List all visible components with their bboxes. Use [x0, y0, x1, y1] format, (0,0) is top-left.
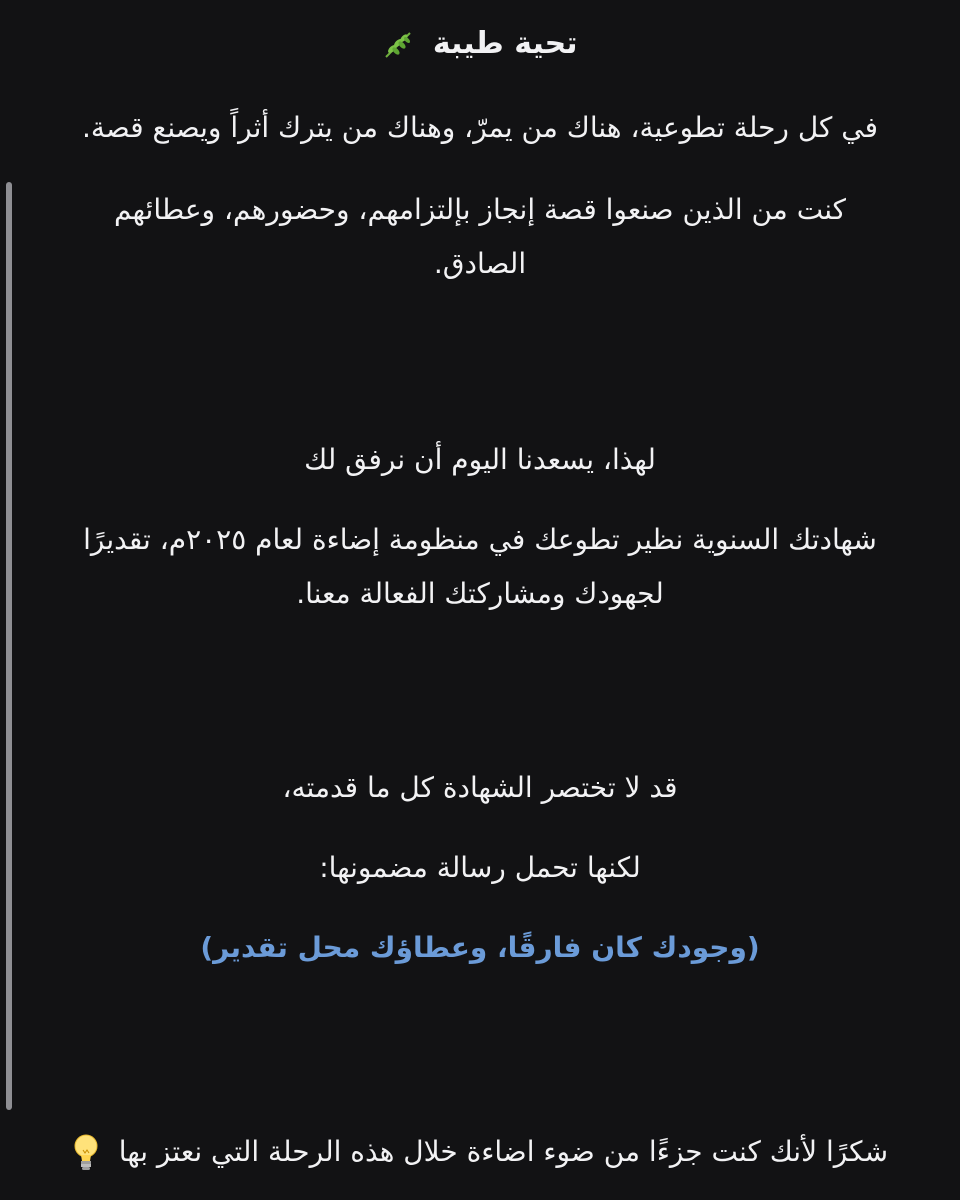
quote-text: (وجودك كان فارقًا، وعطاؤك محل تقدير)	[200, 931, 760, 964]
greeting-text: تحية طيبة	[432, 26, 578, 61]
greeting-line	[40, 18, 920, 70]
but-text: لكنها تحمل رسالة مضمونها:	[319, 851, 641, 884]
lightbulb-icon	[72, 1133, 100, 1173]
story-text-line1: كنت من الذين صنعوا قصة إنجاز بإلتزامهم، وحضورهم، وعطائهم	[114, 193, 846, 226]
scrollbar[interactable]	[6, 182, 12, 1110]
story-text-line2: الصادق.	[433, 247, 527, 280]
summary-text: قد لا تختصر الشهادة كل ما قدمته،	[282, 771, 678, 804]
certificate-text-line1: شهادتك السنوية نظير تطوعك في منظومة إضاءة لعام ٢٠٢٥م، تقديرًا	[83, 523, 877, 556]
thanks-line	[40, 1126, 920, 1178]
certificate-text-line2: لجهودك ومشاركتك الفعالة معنا.	[296, 577, 664, 610]
intro-text: في كل رحلة تطوعية، هناك من يمرّ، وهناك من يترك أثراً ويصنع قصة.	[82, 111, 878, 144]
happy-text: لهذا، يسعدنا اليوم أن نرفق لك	[304, 443, 656, 476]
thanks-text: شكرًا لأنك كنت جزءًا من ضوء اضاءة خلال هذه الرحلة التي نعتز بها	[118, 1135, 889, 1168]
herb-leaf-icon	[382, 29, 414, 61]
